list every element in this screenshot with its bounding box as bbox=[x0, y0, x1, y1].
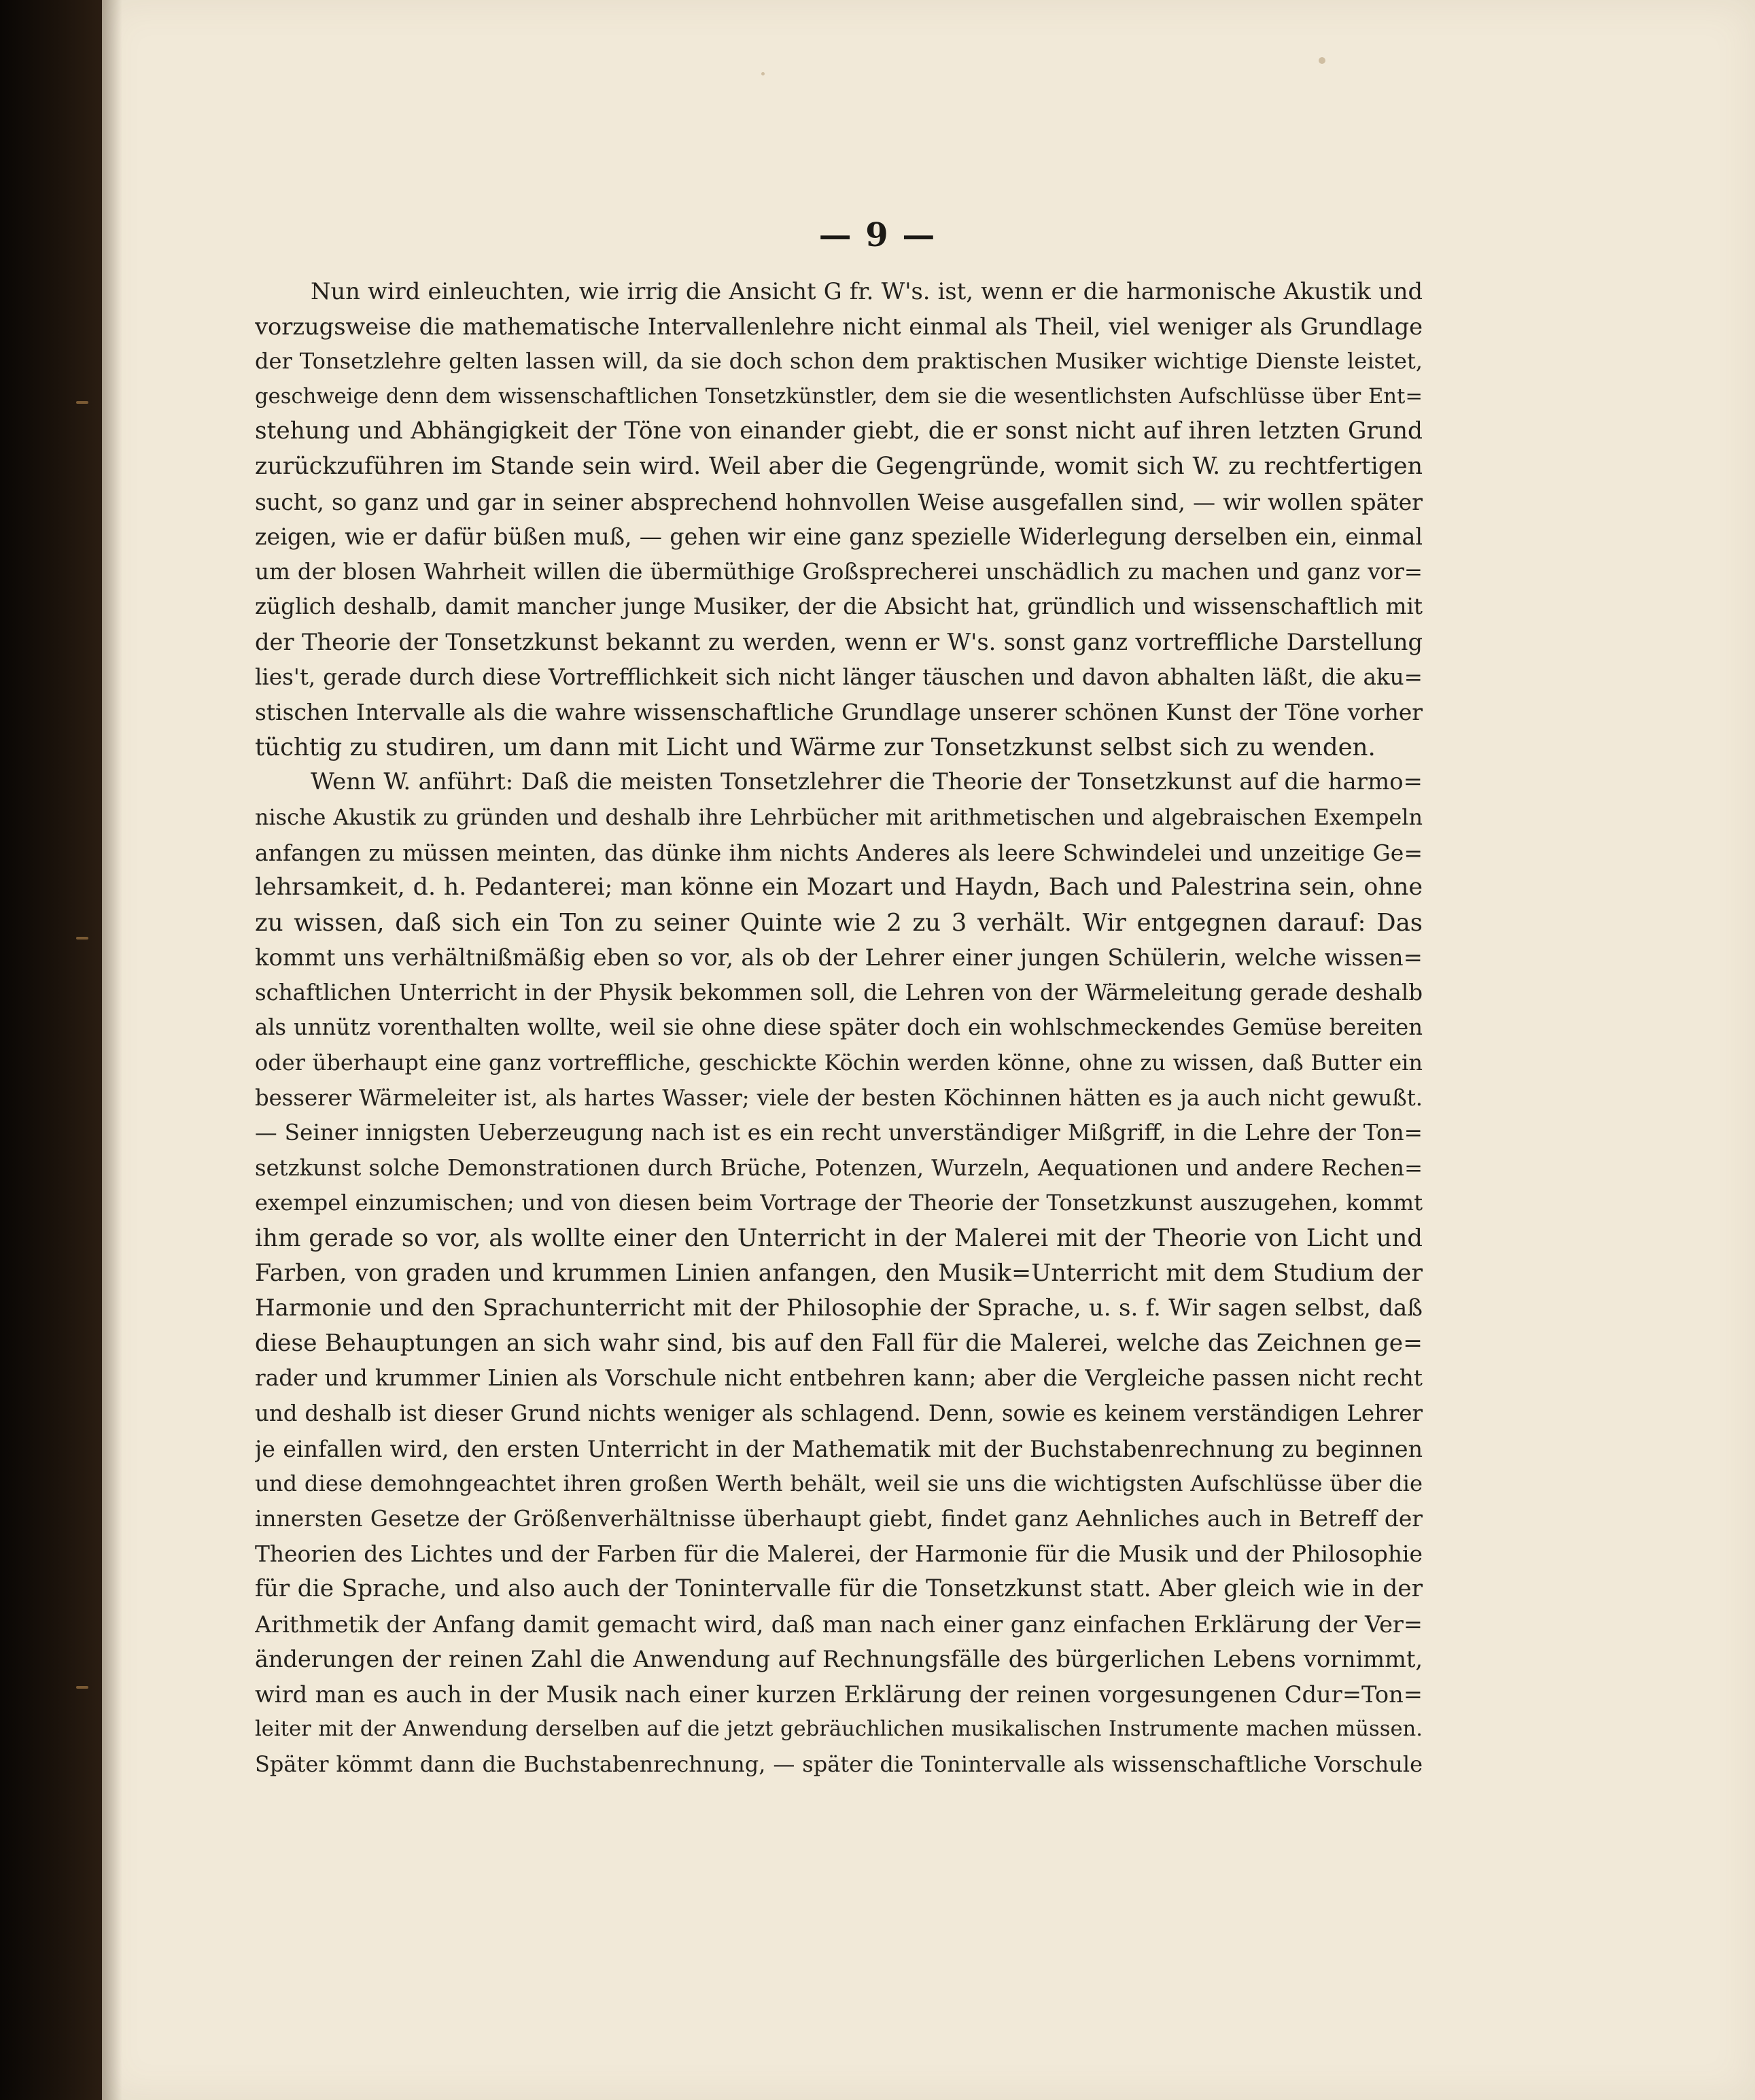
page-edge-mark bbox=[76, 937, 88, 940]
text-line: der Theorie der Tonsetzkunst bekannt zu werden, wenn er W's. sonst ganz vortreffliche Darstellung bbox=[255, 628, 1423, 655]
text-line: stischen Intervalle als die wahre wissenschaftliche Grundlage unserer schönen Kunst der Töne vorher bbox=[255, 699, 1423, 726]
text-line: lies't, gerade durch diese Vortrefflichkeit sich nicht länger täuschen und davon abhalten läßt, die aku= bbox=[255, 664, 1423, 690]
text-line: schaftlichen Unterricht in der Physik bekommen soll, die Lehren von der Wärmeleitung gerade deshalb bbox=[255, 979, 1423, 1005]
text-line: anfangen zu müssen meinten, das dünke ihm nichts Anderes als leere Schwindelei und unzeitige Ge= bbox=[255, 839, 1423, 866]
text-line: sucht, so ganz und gar in seiner absprechend hohnvollen Weise ausgefallen sind, — wir wollen später bbox=[255, 488, 1423, 515]
paper-speck bbox=[1319, 57, 1325, 64]
text-line: der Tonsetzlehre gelten lassen will, da sie doch schon dem praktischen Musiker wichtige Dienste leistet, bbox=[255, 348, 1423, 375]
text-line: zurückzuführen im Stande sein wird. Weil aber die Gegengründe, womit sich W. zu rechtfertigen bbox=[255, 452, 1423, 480]
text-line: und diese demohngeachtet ihren großen Werth behält, weil sie uns die wichtigsten Aufschlüsse über die bbox=[255, 1470, 1423, 1497]
text-line: Arithmetik der Anfang damit gemacht wird, daß man nach einer ganz einfachen Erklärung der Ver= bbox=[255, 1611, 1423, 1638]
text-line: wird man es auch in der Musik nach einer kurzen Erklärung der reinen vorgesungenen Cdur=Ton= bbox=[255, 1681, 1423, 1708]
text-line: Farben, von graden und krummen Linien anfangen, den Musik=Unterricht mit dem Studium der bbox=[255, 1259, 1423, 1287]
page-number: — 9 — bbox=[818, 216, 937, 254]
text-line: leiter mit der Anwendung derselben auf die jetzt gebräuchlichen musikalischen Instrumente machen müssen. bbox=[255, 1717, 1423, 1742]
text-line: züglich deshalb, damit mancher junge Musiker, der die Absicht hat, gründlich und wissenschaftlich mit bbox=[255, 593, 1423, 620]
text-line: als unnütz vorenthalten wollte, weil sie ohne diese später doch ein wohlschmeckendes Gemüse bereiten bbox=[255, 1014, 1423, 1041]
text-line: zeigen, wie er dafür büßen muß, — gehen wir eine ganz spezielle Widerlegung derselben ein, einmal bbox=[255, 523, 1423, 551]
body-text bbox=[255, 274, 1423, 1783]
text-line: und deshalb ist dieser Grund nichts weniger als schlagend. Denn, sowie es keinem verständigen Lehrer bbox=[255, 1400, 1423, 1426]
text-line: diese Behauptungen an sich wahr sind, bis auf den Fall für die Malerei, welche das Zeichnen ge= bbox=[255, 1329, 1423, 1357]
text-line: tüchtig zu studiren, um dann mit Licht und Wärme zur Tonsetzkunst selbst sich zu wenden. bbox=[255, 733, 1376, 761]
text-line: besserer Wärmeleiter ist, als hartes Wasser; viele der besten Köchinnen hätten es ja auch nicht gewußt. bbox=[255, 1084, 1423, 1111]
text-line: oder überhaupt eine ganz vortreffliche, geschickte Köchin werden könne, ohne zu wissen, daß Butter ein bbox=[255, 1050, 1423, 1076]
page-edge-mark bbox=[76, 401, 88, 404]
text-line: kommt uns verhältnißmäßig eben so vor, als ob der Lehrer einer jungen Schülerin, welche wissen= bbox=[255, 944, 1423, 971]
text-line: vorzugsweise die mathematische Intervallenlehre nicht einmal als Theil, viel weniger als Grundlage bbox=[255, 313, 1423, 340]
text-line: ihm gerade so vor, als wollte einer den Unterricht in der Malerei mit der Theorie von Licht und bbox=[255, 1224, 1423, 1253]
text-line: je einfallen wird, den ersten Unterricht in der Mathematik mit der Buchstabenrechnung zu beginnen bbox=[255, 1435, 1423, 1462]
text-line: Später kömmt dann die Buchstabenrechnung, — später die Tonintervalle als wissenschaftliche Vorschule bbox=[255, 1751, 1423, 1777]
text-line: um der blosen Wahrheit willen die übermüthige Großsprecherei unschädlich zu machen und ganz vor= bbox=[255, 558, 1423, 585]
text-line: geschweige denn dem wissenschaftlichen Tonsetzkünstler, dem sie die wesentlichsten Aufschlüsse über Ent= bbox=[255, 384, 1423, 409]
text-line: Wenn W. anführt: Daß die meisten Tonsetzlehrer die Theorie der Tonsetzkunst auf die harmo= bbox=[311, 768, 1423, 796]
text-line: lehrsamkeit, d. h. Pedanterei; man könne ein Mozart und Haydn, Bach und Palestrina sein, ohne bbox=[255, 874, 1423, 901]
text-line: innersten Gesetze der Größenverhältnisse überhaupt giebt, findet ganz Aehnliches auch in Betreff der bbox=[255, 1505, 1423, 1532]
text-line: exempel einzumischen; und von diesen beim Vortrage der Theorie der Tonsetzkunst auszugehen, kommt bbox=[255, 1190, 1423, 1216]
page-edge-mark bbox=[76, 1686, 88, 1689]
text-line: zu wissen, daß sich ein Ton zu seiner Quinte wie 2 zu 3 verhält. Wir entgegnen darauf: Das bbox=[255, 908, 1423, 937]
text-line: Nun wird einleuchten, wie irrig die Ansicht G fr. W's. ist, wenn er die harmonische Akustik und bbox=[311, 278, 1423, 305]
text-line: nische Akustik zu gründen und deshalb ihre Lehrbücher mit arithmetischen und algebraischen Exempeln bbox=[255, 804, 1423, 830]
text-line: änderungen der reinen Zahl die Anwendung auf Rechnungsfälle des bürgerlichen Lebens vornimmt, bbox=[255, 1646, 1423, 1673]
gutter-shade bbox=[102, 0, 122, 2100]
paper-speck bbox=[761, 72, 765, 75]
text-line: Theorien des Lichtes und der Farben für die Malerei, der Harmonie für die Musik und der Philosophie bbox=[255, 1540, 1423, 1568]
text-line: Harmonie und den Sprachunterricht mit der Philosophie der Sprache, u. s. f. Wir sagen selbst, daß bbox=[255, 1294, 1423, 1322]
text-line: setzkunst solche Demonstrationen durch Brüche, Potenzen, Wurzeln, Aequationen und andere Rechen= bbox=[255, 1154, 1423, 1181]
book-spine-shadow bbox=[0, 0, 102, 2100]
text-line: stehung und Abhängigkeit der Töne von einander giebt, die er sonst nicht auf ihren letzten Grund bbox=[255, 417, 1423, 445]
text-line: — Seiner innigsten Ueberzeugung nach ist es ein recht unverständiger Mißgriff, in die Lehre der Ton= bbox=[255, 1120, 1423, 1146]
text-line: für die Sprache, und also auch der Tonintervalle für die Tonsetzkunst statt. Aber gleich wie in der bbox=[255, 1574, 1423, 1602]
text-line: rader und krummer Linien als Vorschule nicht entbehren kann; aber die Vergleiche passen nicht recht bbox=[255, 1365, 1423, 1392]
